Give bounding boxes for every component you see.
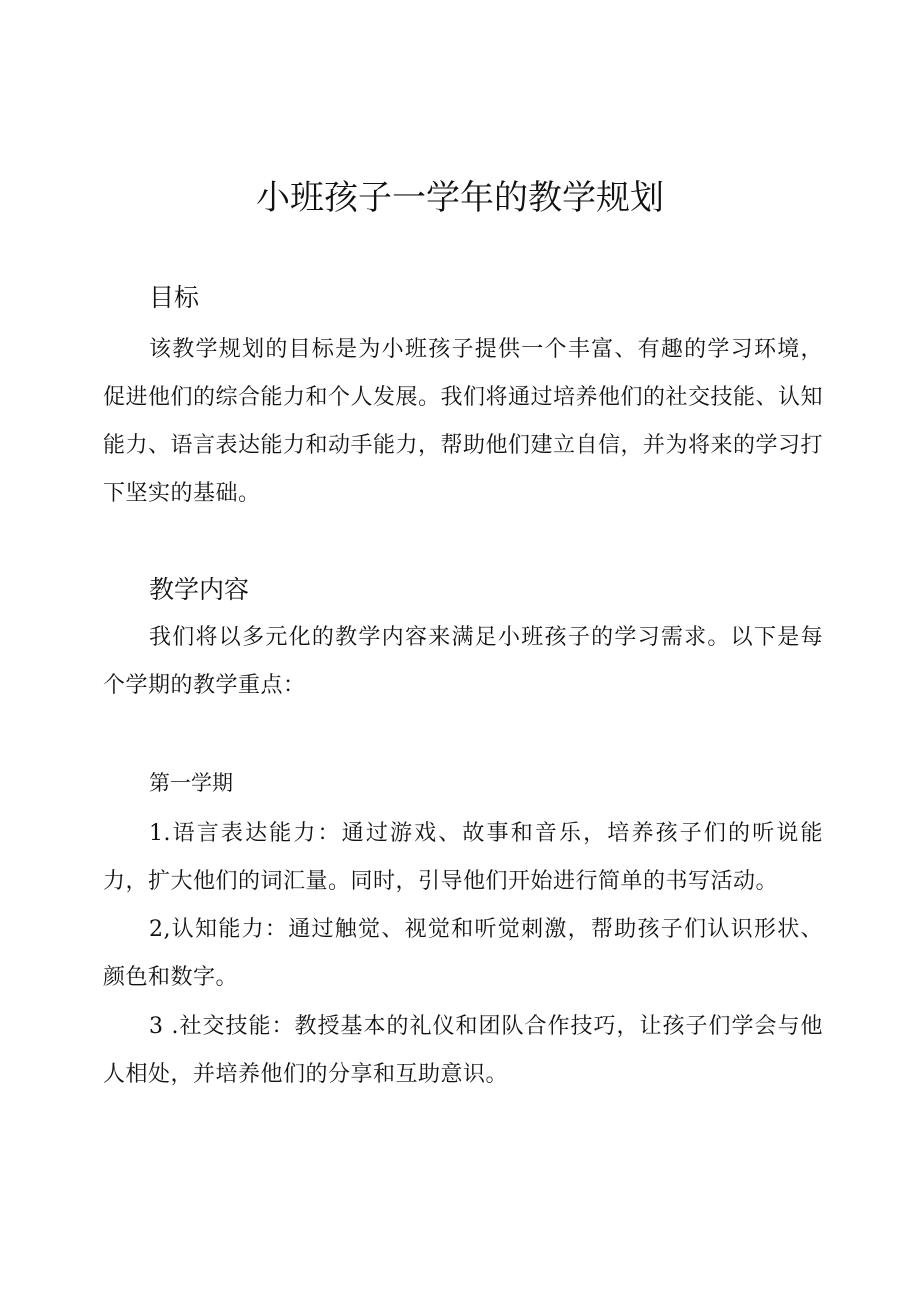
goal-paragraph: 该教学规划的目标是为小班孩子提供一个丰富、有趣的学习环境，促进他们的综合能力和个人发展。我们将通过培养他们的社交技能、认知能力、语言表达能力和动手能力，帮助他们建立自信，并为将来的学习打下坚实的基础。 xyxy=(103,337,824,506)
section-heading-goal: 目标 xyxy=(149,283,200,312)
term1-item-3: 3 .社交技能：教授基本的礼仪和团队合作技巧，让孩子们学会与他人相处，并培养他们的分享和互助意识。 xyxy=(103,1014,823,1087)
document-title: 小班孩子一学年的教学规划 xyxy=(256,178,664,218)
section-heading-content: 教学内容 xyxy=(149,575,250,604)
term1-item-2: 2,认知能力：通过触觉、视觉和听觉刺激，帮助孩子们认识形状、颜色和数字。 xyxy=(103,917,823,990)
term1-item-1: 1.语言表达能力：通过游戏、故事和音乐，培养孩子们的听说能力，扩大他们的词汇量。同时，引导他们开始进行简单的书写活动。 xyxy=(103,821,823,894)
term1-heading: 第一学期 xyxy=(149,771,233,795)
content-paragraph: 我们将以多元化的教学内容来满足小班孩子的学习需求。以下是每个学期的教学重点： xyxy=(103,625,823,698)
